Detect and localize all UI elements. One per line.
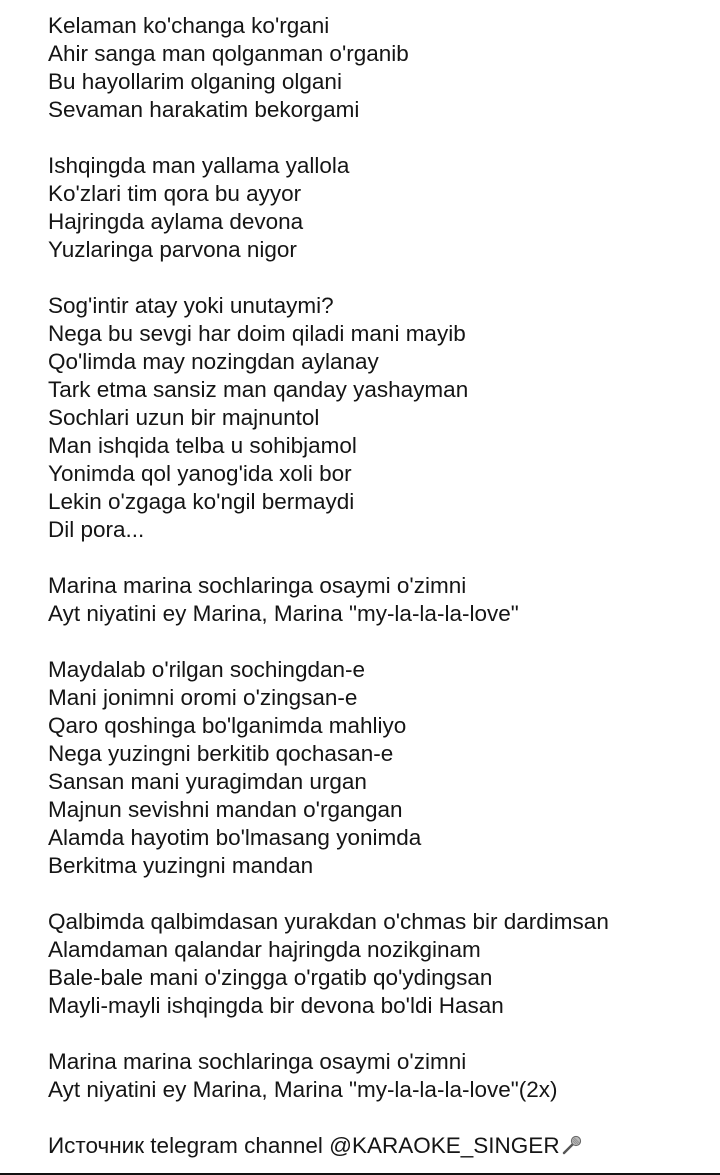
- lyric-line: Man ishqida telba u sohibjamol: [48, 433, 357, 458]
- lyric-line: Lekin o'zgaga ko'ngil bermaydi: [48, 489, 355, 514]
- lyric-line: Nega yuzingni berkitib qochasan-e: [48, 741, 394, 766]
- stanza-1: [48, 12, 712, 124]
- lyric-line: Ayt niyatini ey Marina, Marina "my-la-la-la-love"(2x): [48, 1077, 558, 1102]
- lyric-line: Sansan mani yuragimdan urgan: [48, 769, 367, 794]
- lyric-line: Mani jonimni oromi o'zingsan-e: [48, 685, 358, 710]
- lyric-line: Yonimda qol yanog'ida xoli bor: [48, 461, 352, 486]
- lyric-line: Alamda hayotim bo'lmasang yonimda: [48, 825, 422, 850]
- lyric-line: Qalbimda qalbimdasan yurakdan o'chmas bir dardimsan: [48, 909, 609, 934]
- lyric-line: Mayli-mayli ishqingda bir devona bo'ldi Hasan: [48, 993, 504, 1018]
- lyric-line: Majnun sevishni mandan o'rgangan: [48, 797, 403, 822]
- lyric-line: Qaro qoshinga bo'lganimda mahliyo: [48, 713, 407, 738]
- lyric-line: Sochlari uzun bir majnuntol: [48, 405, 320, 430]
- lyric-line: Yuzlaringa parvona nigor: [48, 237, 297, 262]
- stanza-6: [48, 908, 712, 1020]
- microphone-icon: [561, 1134, 583, 1156]
- lyric-line: Kelaman ko'changa ko'rgani: [48, 13, 330, 38]
- lyric-line: Sog'intir atay yoki unutaymi?: [48, 293, 334, 318]
- lyric-line: Qo'limda may nozingdan aylanay: [48, 349, 379, 374]
- lyric-line: Dil pora...: [48, 517, 145, 542]
- lyric-line: Bale-bale mani o'zingga o'rgatib qo'ydingsan: [48, 965, 493, 990]
- source-credit: [48, 1132, 583, 1160]
- lyric-line: Hajringda aylama devona: [48, 209, 304, 234]
- stanza-5: [48, 656, 712, 880]
- stanza-7-chorus: [48, 1048, 712, 1104]
- lyric-line: Sevaman harakatim bekorgami: [48, 97, 360, 122]
- lyrics-body: [48, 12, 712, 1132]
- lyric-line: Berkitma yuzingni mandan: [48, 853, 314, 878]
- lyric-line: Maydalab o'rilgan sochingdan-e: [48, 657, 365, 682]
- lyric-line: Ishqingda man yallama yallola: [48, 153, 350, 178]
- stanza-2: [48, 152, 712, 264]
- lyric-line: Ahir sanga man qolganman o'rganib: [48, 41, 409, 66]
- stanza-4-chorus: [48, 572, 712, 628]
- lyric-line: Bu hayollarim olganing olgani: [48, 69, 342, 94]
- lyric-line: Ko'zlari tim qora bu ayyor: [48, 181, 302, 206]
- lyric-line: Alamdaman qalandar hajringda nozikginam: [48, 937, 481, 962]
- stanza-3: [48, 292, 712, 544]
- source-text: Источник telegram channel @KARAOKE_SINGER: [48, 1133, 560, 1158]
- lyric-line: Ayt niyatini ey Marina, Marina "my-la-la-la-love": [48, 601, 519, 626]
- lyric-line: Marina marina sochlaringa osaymi o'zimni: [48, 573, 467, 598]
- lyric-line: Nega bu sevgi har doim qiladi mani mayib: [48, 321, 466, 346]
- lyric-line: Tark etma sansiz man qanday yashayman: [48, 377, 469, 402]
- lyric-line: Marina marina sochlaringa osaymi o'zimni: [48, 1049, 467, 1074]
